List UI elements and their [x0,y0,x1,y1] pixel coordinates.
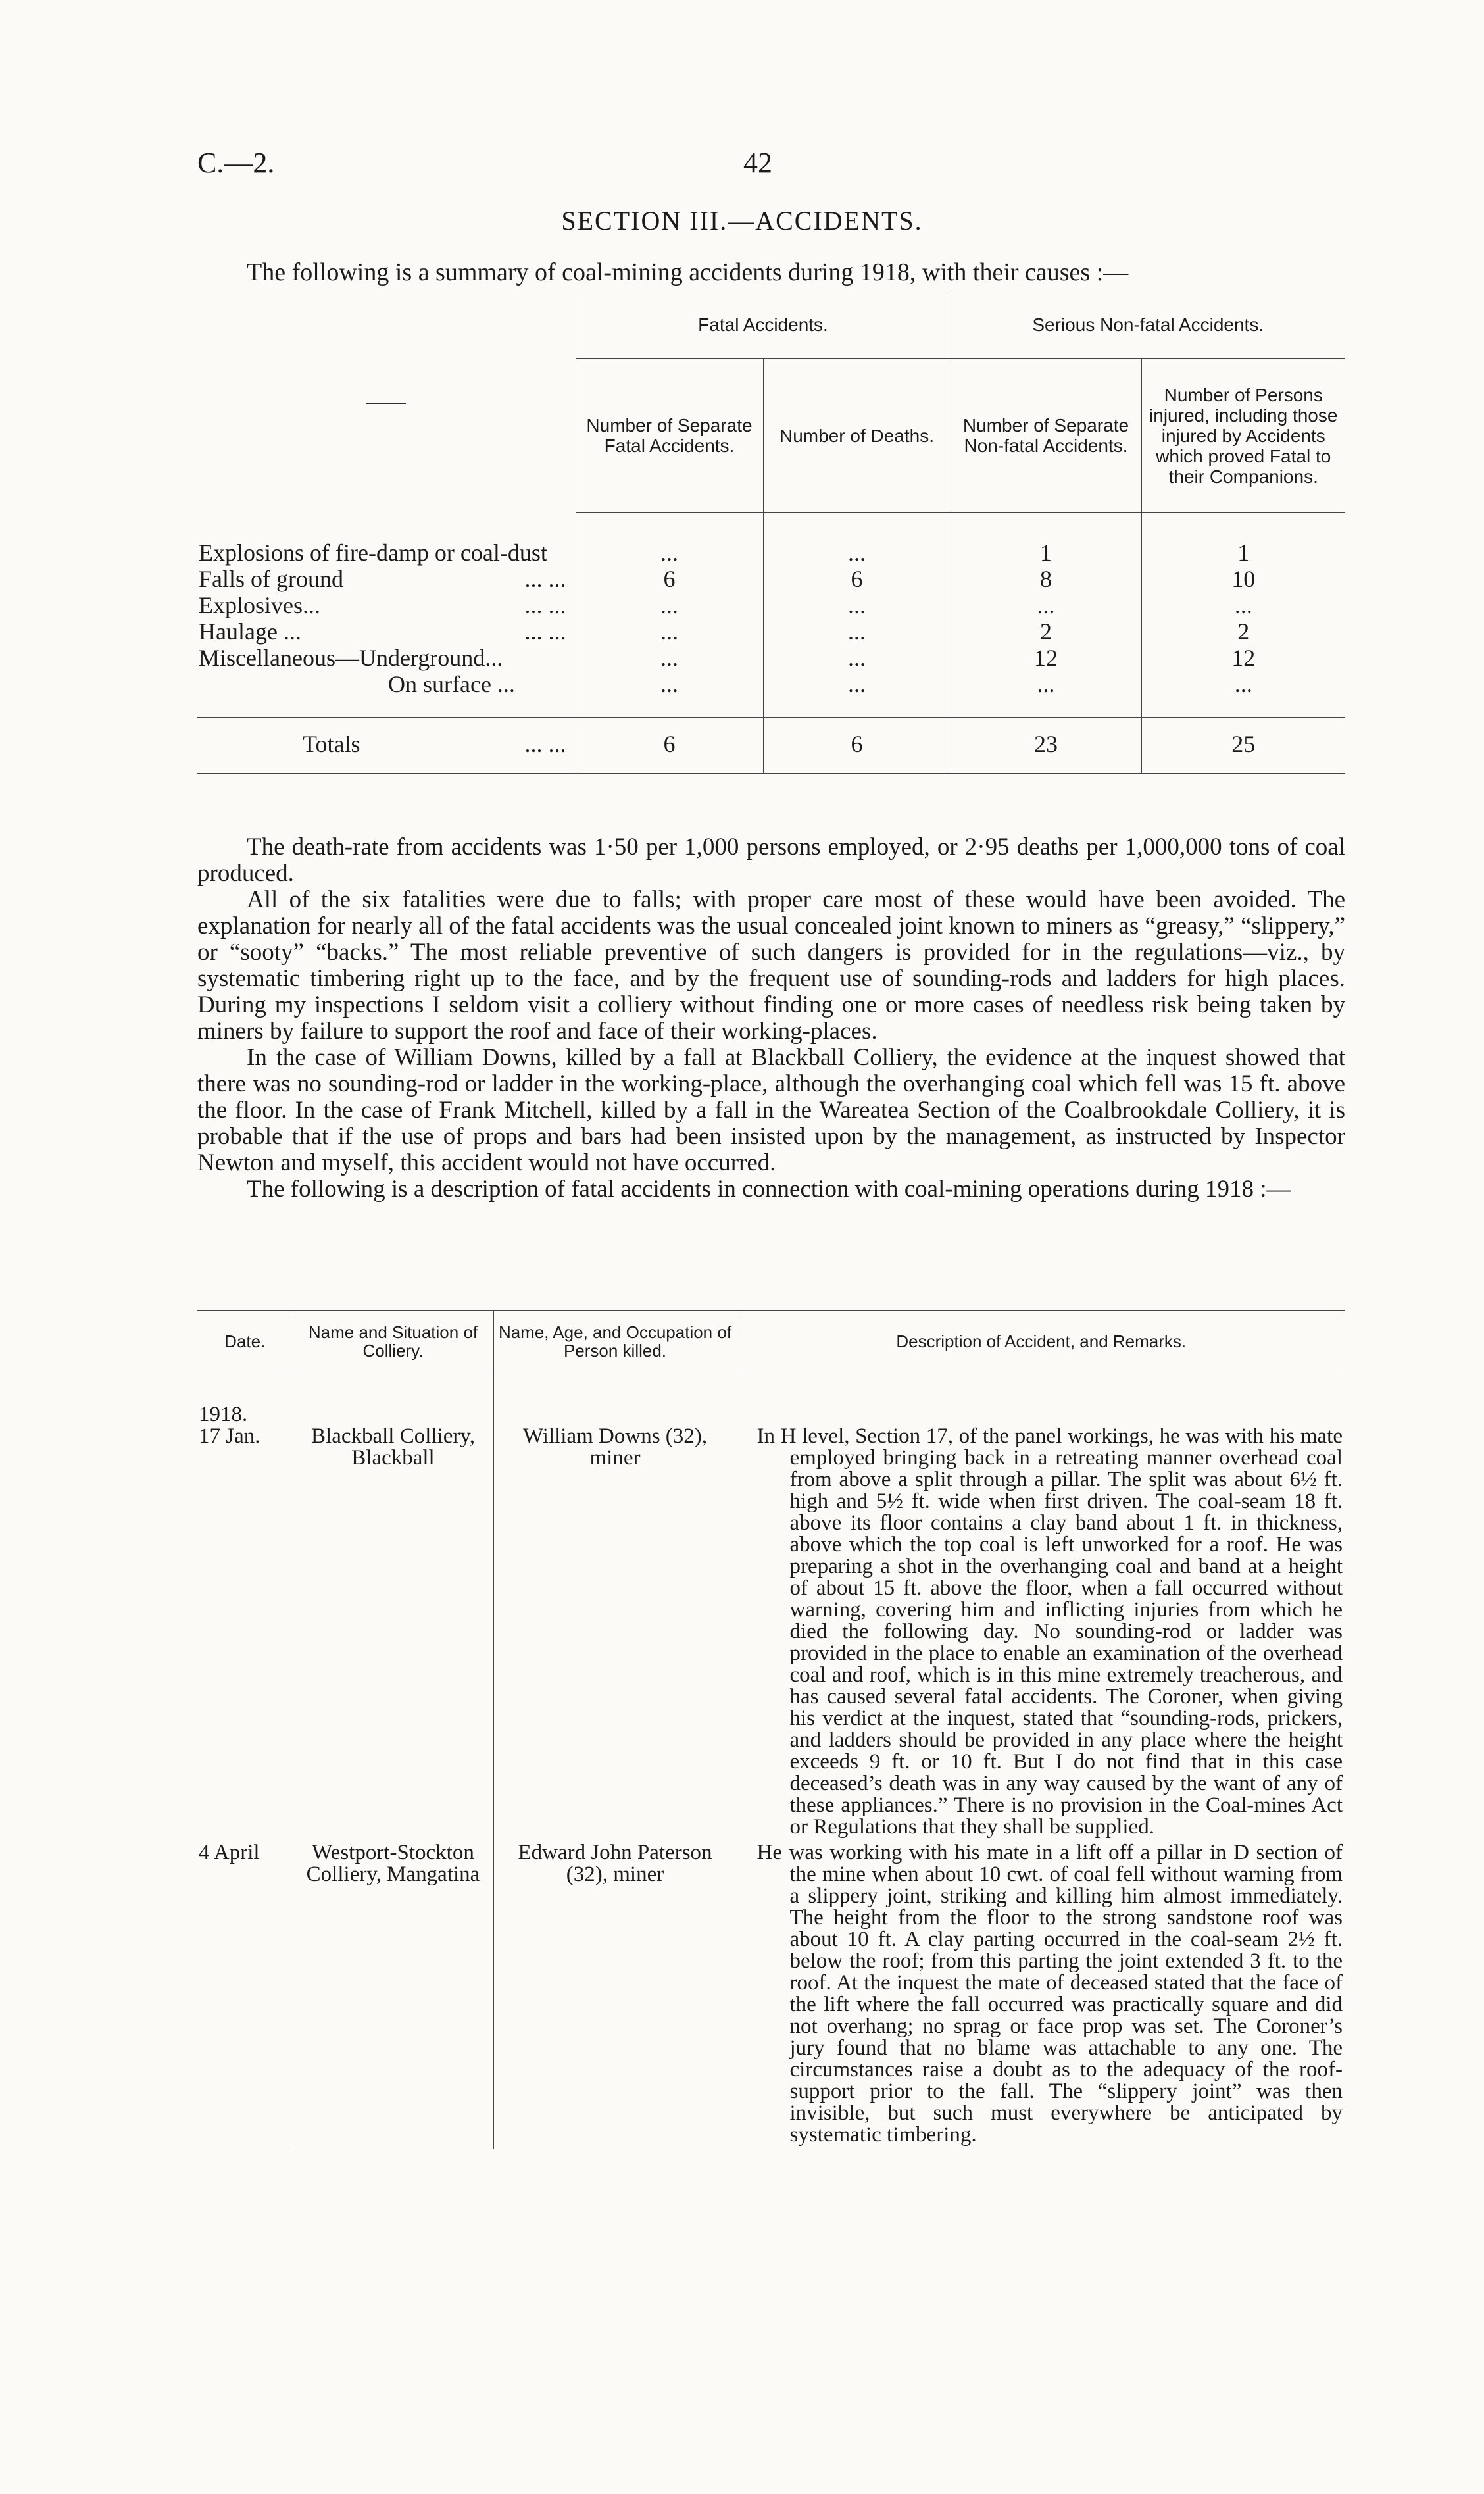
cell-injured: ... [1141,671,1345,718]
table-row [197,566,1345,592]
table-row [197,592,1345,618]
colliery-name: Blackball Colliery, Blackball [293,1372,493,1839]
date-value: 17 Jan. [199,1424,260,1448]
nonfatal-separate-header: Number of Separate Non-fatal Accidents. [951,359,1141,513]
cell-injured: 10 [1141,566,1345,592]
row-label: Falls of ground ... ... [197,566,576,592]
cell-fatal: ... [576,618,763,645]
year-label: 1918. [199,1403,248,1426]
cell-nonfatal: 8 [951,566,1141,592]
row-label: Haulage ... ... ... [197,618,576,645]
cell-fatal: 6 [576,566,763,592]
cell-nonfatal: ... [951,592,1141,618]
paragraph-fatalities: All of the six fatalities were due to falls; with proper care most of these would have been avoided. The explanation for nearly all of the fatal accidents was the usual concealed joint known to miners as “greasy,” “slippery,” or “sooty” “backs.” The most reliable preventive of such dangers is provided for in the regulations—viz., by systematic timbering right up to the face, and by the frequent use of sounding-rods and ladders for high places. During my inspections I seldom visit a colliery without finding one or more cases of needless risk being taken by miners by failure to support the roof and face of their working-places. [197,886,1345,1045]
spacer [499,1404,731,1426]
persons-injured-header: Number of Persons injured, including those injured by Accidents which proved Fatal to their Companions. [1141,359,1345,513]
cell-nonfatal: ... [951,671,1141,718]
page-number: 42 [743,147,772,179]
description-text: He was working with his mate in a lift off a pillar in D section of the mine when about 10 cwt. of coal fell without warning from a slippery joint, striking and killing him almost immediately. The height from the floor to the strong sandstone roof was about 10 ft. A clay parting occurred in the coal-seam 2½ ft. below the roof; from this parting the joint extended 3 ft. to the roof. At the inquest the mate of deceased stated that the face of the lift where the fall occurred was practically square and did not overhang; no sprag or face prop was set. The Coroner’s jury found that no blame was attachable to any one. The circumstances raise a doubt as to the adequacy of the roof-support prior to the fall. The “slippery joint” was then invisible, but such must everywhere be anticipated by systematic timbering. [756,1841,1343,2147]
leader-dots: ... ... [524,592,566,618]
row-label: Miscellaneous—Underground... [199,645,503,671]
table-row [197,513,1345,566]
total-nonfatal: 23 [951,718,1141,774]
accident-date: 4 April [199,1841,260,1864]
cell-deaths: ... [763,645,951,671]
table-row [197,671,1345,718]
leader-dots: ... ... [524,566,566,592]
cell-deaths: ... [763,671,951,718]
colliery-header: Name and Situation of Colliery. [293,1311,493,1372]
total-injured: 25 [1141,718,1345,774]
date-header: Date. [197,1311,293,1372]
accident-date [197,1372,293,1839]
total-fatal: 6 [576,718,763,774]
summary-stub-header [197,291,576,513]
total-deaths: 6 [763,718,951,774]
summary-intro: The following is a summary of coal-mining accidents during 1918, with their causes :— [247,259,1129,286]
person-killed: Edward John Paterson (32), miner [493,1838,737,2149]
table-row [197,645,1345,671]
cell-nonfatal: 12 [951,645,1141,671]
person-killed: William Downs (32), miner [493,1372,737,1839]
cell-deaths: 6 [763,566,951,592]
spacer [757,1404,1343,1426]
paragraph-fatal-intro: The following is a description of fatal accidents in connection with coal-mining operations during 1918 :— [247,1176,1291,1203]
row-label: Explosions of fire-damp or coal-dust [199,539,547,566]
description-text: In H level, Section 17, of the panel workings, he was with his mate employed bringing back in a retreating manner overhead coal from above a split through a pillar. The split was about 6½ ft. high and 5½ ft. wide when first driven. The coal-seam 18 ft. above its floor contains a clay band about 1 ft. in thickness, above which the top coal is left unworked for a roof. He was preparing a shot in the overhanging coal and band at a height of about 15 ft. above the floor, when a fall occurred without warning, covering him and inflicting injuries from which he died the following day. No sounding-rod or ladder was provided in the place to enable an examination of the overhead coal and roof, which is in this mine extremely treacherous, and has caused several fatal accidents. The Coroner, when giving his verdict at the inquest, stated that “sounding-rods, prickers, and ladders should be provided in any place where the height exceeds 9 ft. or 10 ft. But I do not find that in this case deceased’s death was in any way caused by the want of any of these appliances.” There is no provision in the Coal-mines Act or Regulations that they shall be supplied. [756,1424,1343,1839]
leader-dots: ... ... [524,618,566,645]
deaths-header: Number of Deaths. [763,359,951,513]
stub-dash [366,403,406,404]
fatal-accidents-header: Fatal Accidents. [576,291,951,359]
accident-description [737,1372,1345,1839]
person-header: Name, Age, and Occupation of Person killed. [493,1311,737,1372]
table-row [197,618,1345,645]
cell-injured: 12 [1141,645,1345,671]
cell-fatal: ... [576,513,763,566]
body-text [197,834,1345,1203]
accident-summary-table [197,291,1345,774]
nonfatal-accidents-header: Serious Non-fatal Accidents. [951,291,1345,359]
fatal-separate-header: Number of Separate Fatal Accidents. [576,359,763,513]
accident-description [737,1838,1345,2149]
table-row [197,1372,1345,1839]
cell-deaths: ... [763,592,951,618]
cell-nonfatal: 1 [951,513,1141,566]
cell-deaths: ... [763,513,951,566]
table-row [197,1838,1345,2149]
leader-dots: ... ... [524,731,566,757]
paragraph-death-rate: The death-rate from accidents was 1·50 per 1,000 persons employed, or 2·95 deaths per 1,000,000 tons of coal produced. [197,834,1345,887]
cell-injured: 1 [1141,513,1345,566]
section-title: SECTION III.—ACCIDENTS. [561,206,923,236]
description-header: Description of Accident, and Remarks. [737,1311,1345,1372]
totals-row [197,718,1345,774]
row-label: On surface ... [388,671,515,697]
cell-fatal: ... [576,671,763,718]
cell-injured: 2 [1141,618,1345,645]
cell-fatal: ... [576,592,763,618]
cell-injured: ... [1141,592,1345,618]
row-label: Explosives... ... ... [197,592,576,618]
totals-label: Totals ... ... [197,718,576,774]
colliery-name: Westport-Stockton Colliery, Mangatina [293,1838,493,2149]
cell-deaths: ... [763,618,951,645]
document-reference: C.—2. [197,147,275,179]
paragraph-cases: In the case of William Downs, killed by a fall at Blackball Colliery, the evidence at the inquest showed that there was no sounding-rod or ladder in the working-place, although the overhanging coal which fell was 15 ft. above the floor. In the case of Frank Mitchell, killed by a fall in the Wareatea Section of the Coalbrookdale Colliery, it is probable that if the use of props and bars had been insisted upon by the management, as instructed by Inspector Newton and myself, this accident would not have occurred. [197,1044,1345,1176]
fatal-accidents-table [197,1310,1345,2149]
cell-fatal: ... [576,645,763,671]
cell-nonfatal: 2 [951,618,1141,645]
spacer [299,1404,488,1426]
